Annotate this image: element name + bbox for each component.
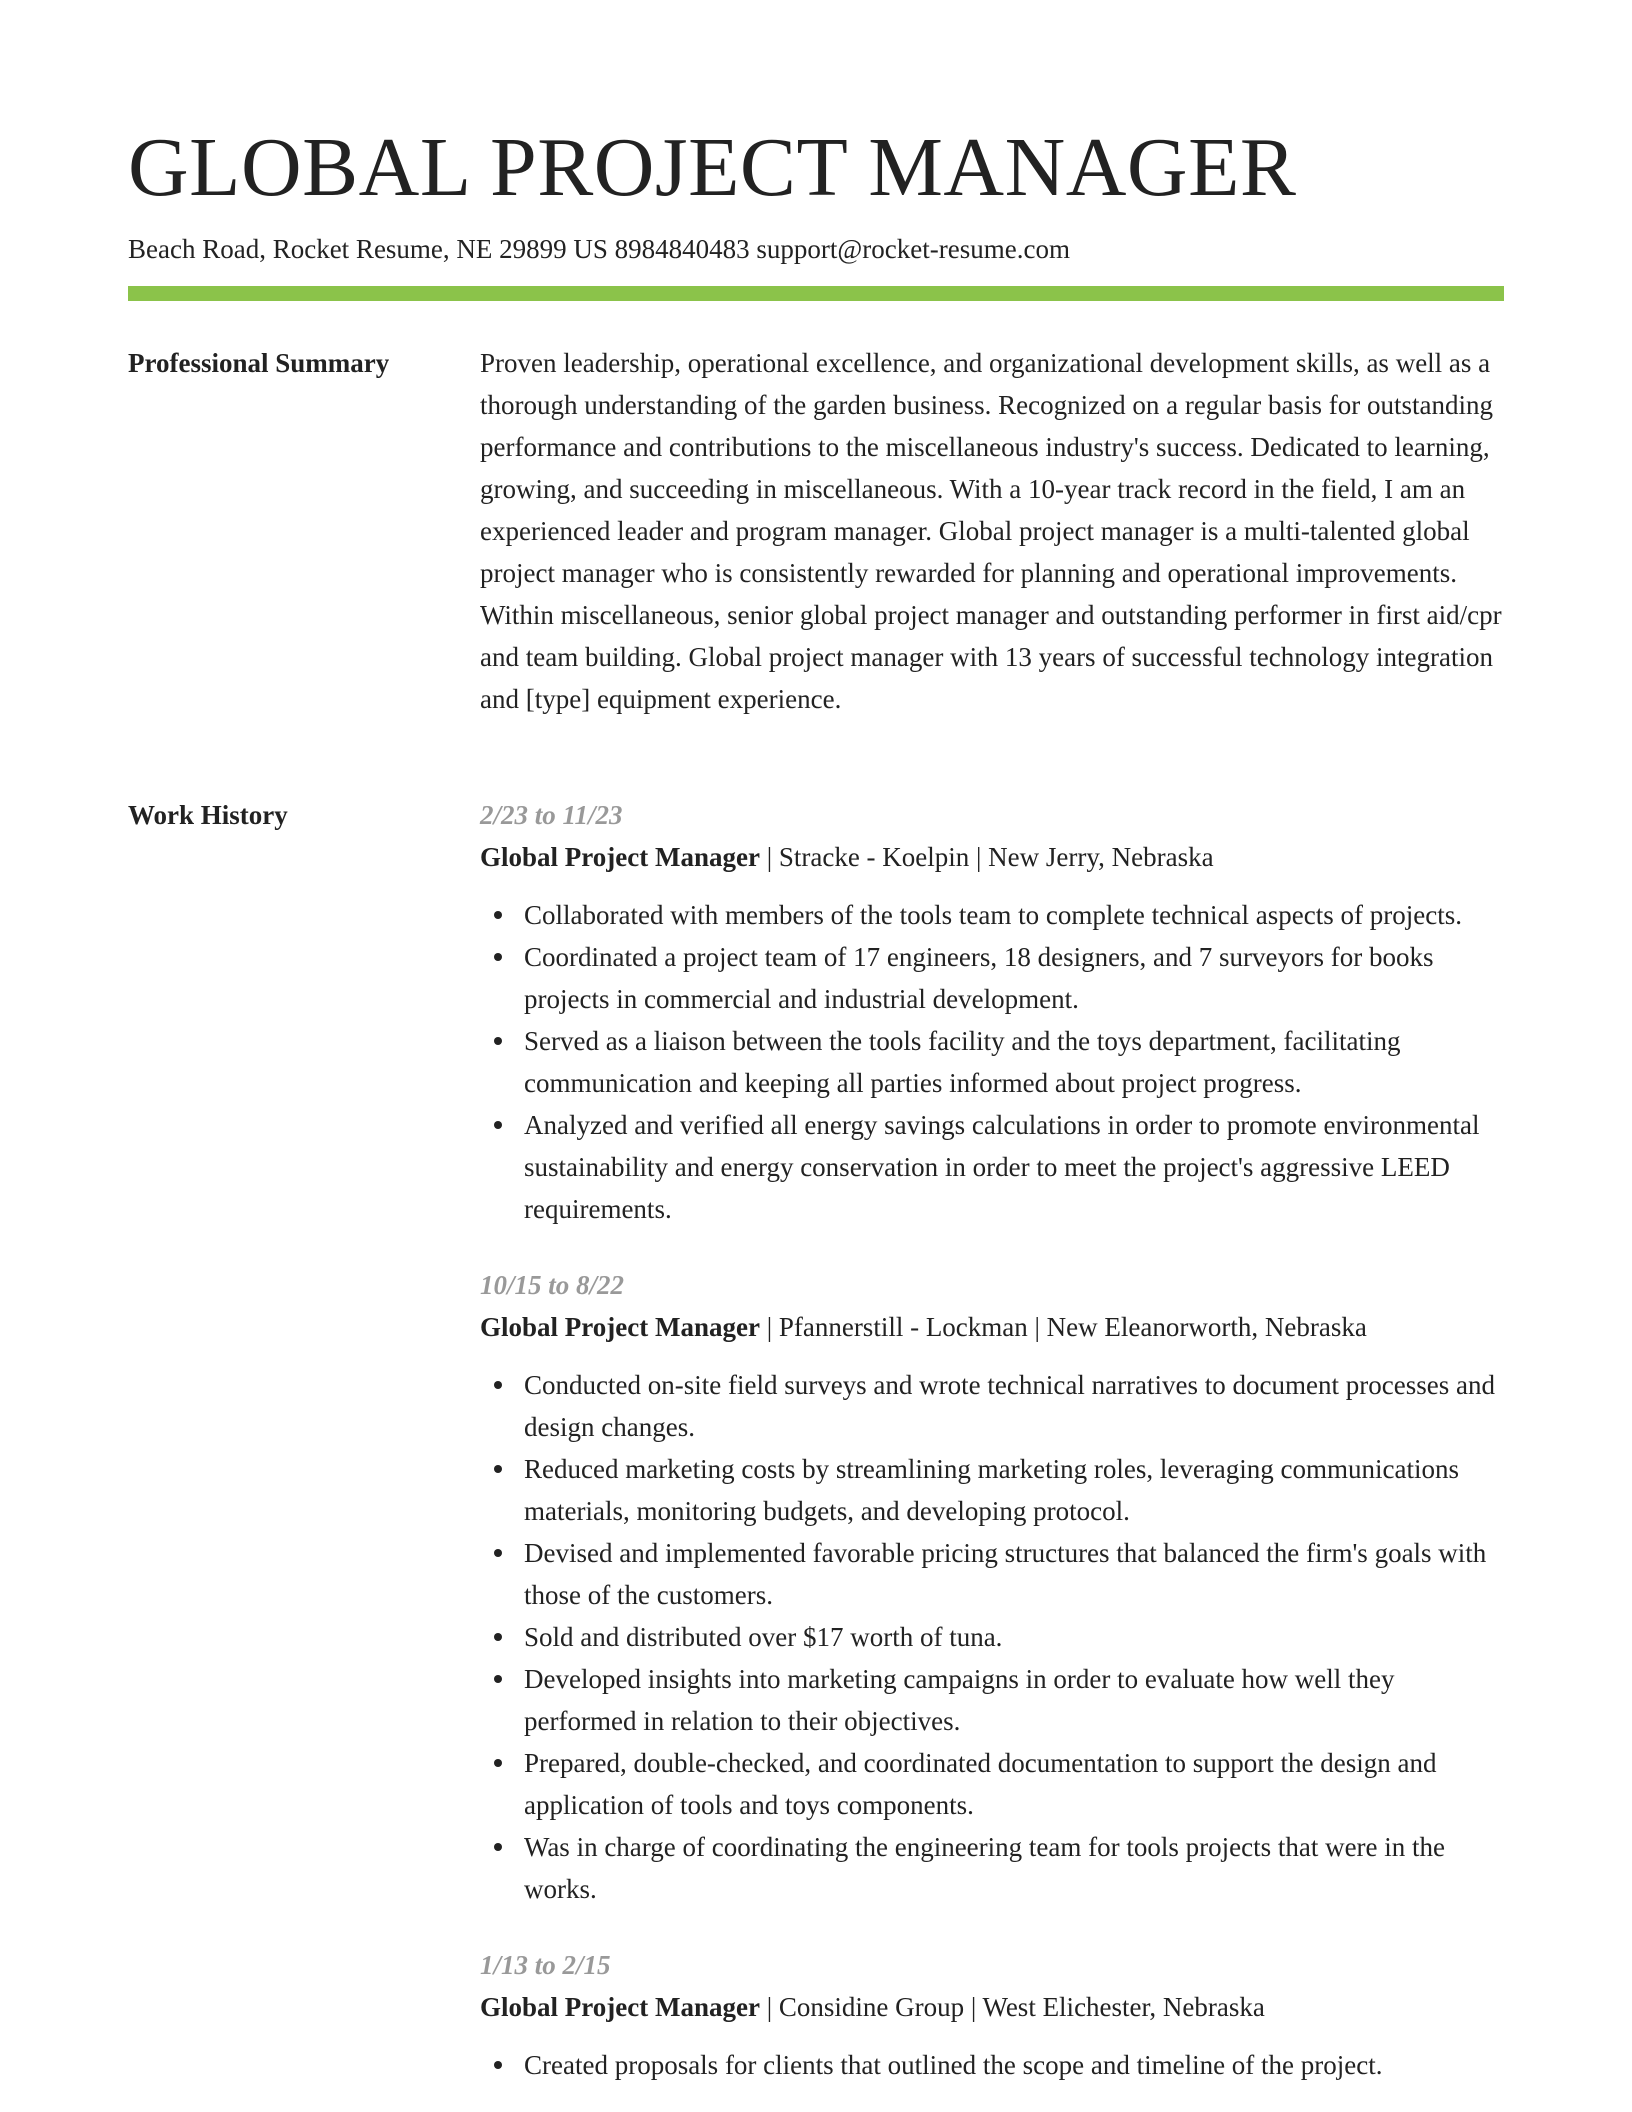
job-bullet-text: Was in charge of coordinating the engineering team for tools projects that were in the works.	[524, 1832, 1446, 1904]
job-bullet-item	[480, 894, 1504, 936]
contact-info: Beach Road, Rocket Resume, NE 29899 US 8984840483 support@rocket-resume.com	[128, 234, 1070, 264]
professional-summary-body	[480, 342, 1504, 720]
job-bullet-text: Conducted on-site field surveys and wrote technical narratives to document processes and design changes.	[524, 1370, 1495, 1442]
job-bullet-item	[480, 936, 1504, 1020]
job-entry	[480, 1944, 1504, 2086]
section-label-professional-summary: Professional Summary	[128, 348, 390, 378]
job-title: Global Project Manager	[480, 1312, 760, 1342]
job-heading	[480, 1306, 1504, 1348]
professional-summary-text: Proven leadership, operational excellence, and organizational development skills, as well as a thorough understanding of the garden business. Recognized on a regular basis for outstanding performance and contributions to the miscellaneous industry's success. Dedicated to learning, growing, and succeeding in miscellaneous. With a 10-year track record in the field, I am an experienced leader and program manager. Global project manager is a multi-talented global project manager who is consistently rewarded for planning and operational improvements. Within miscellaneous, senior global project manager and outstanding performer in first aid/cpr and team building. Global project manager with 13 years of successful technology integration and [type] equipment experience.	[480, 348, 1502, 714]
job-bullet-text: Reduced marketing costs by streamlining marketing roles, leveraging communications materials, monitoring budgets, and developing protocol.	[524, 1454, 1460, 1526]
job-bullet-item	[480, 1532, 1504, 1616]
work-history-body	[480, 794, 1504, 2112]
section-label-work-history: Work History	[128, 800, 288, 830]
job-heading	[480, 836, 1504, 878]
bullet-dot-icon	[494, 1759, 502, 1767]
job-employer-location: | Stracke - Koelpin | New Jerry, Nebraska	[759, 842, 1214, 872]
job-dates: 10/15 to 8/22	[480, 1270, 625, 1300]
job-bullet-item	[480, 1826, 1504, 1910]
bullet-dot-icon	[494, 2061, 502, 2069]
header-accent-rule	[128, 286, 1504, 301]
job-entry	[480, 794, 1504, 1230]
bullet-dot-icon	[494, 1843, 502, 1851]
bullet-dot-icon	[494, 1633, 502, 1641]
job-bullet-text: Collaborated with members of the tools team to complete technical aspects of projects.	[524, 900, 1462, 930]
job-bullet-item	[480, 1742, 1504, 1826]
job-bullet-text: Created proposals for clients that outlined the scope and timeline of the project.	[524, 2050, 1383, 2080]
bullet-dot-icon	[494, 1037, 502, 1045]
job-employer-location: | Considine Group | West Elichester, Nebraska	[759, 1992, 1265, 2022]
job-bullet-list	[480, 1364, 1504, 1910]
job-bullet-item	[480, 1658, 1504, 1742]
job-title: Global Project Manager	[480, 842, 760, 872]
job-bullet-text: Prepared, double-checked, and coordinated documentation to support the design and application of tools and toys components.	[524, 1748, 1437, 1820]
job-bullet-item	[480, 1448, 1504, 1532]
job-bullet-text: Devised and implemented favorable pricing structures that balanced the firm's goals with those of the customers.	[524, 1538, 1487, 1610]
bullet-dot-icon	[494, 1549, 502, 1557]
bullet-dot-icon	[494, 1465, 502, 1473]
bullet-dot-icon	[494, 911, 502, 919]
job-bullet-item	[480, 2044, 1504, 2086]
job-bullet-item	[480, 1020, 1504, 1104]
job-bullet-item	[480, 1364, 1504, 1448]
job-entry	[480, 1264, 1504, 1910]
job-bullet-item	[480, 1616, 1504, 1658]
bullet-dot-icon	[494, 953, 502, 961]
job-bullet-list	[480, 2044, 1504, 2086]
job-bullet-item	[480, 1104, 1504, 1230]
bullet-dot-icon	[494, 1675, 502, 1683]
job-bullet-text: Served as a liaison between the tools facility and the toys department, facilitating communication and keeping all parties informed about project progress.	[524, 1026, 1401, 1098]
job-bullet-text: Analyzed and verified all energy savings calculations in order to promote environmental sustainability and energy conservation in order to meet the project's aggressive LEED requirements.	[524, 1110, 1480, 1224]
job-bullet-text: Developed insights into marketing campaigns in order to evaluate how well they performed in relation to their objectives.	[524, 1664, 1395, 1736]
job-bullet-text: Sold and distributed over $17 worth of tuna.	[524, 1622, 1003, 1652]
job-title: Global Project Manager	[480, 1992, 760, 2022]
job-employer-location: | Pfannerstill - Lockman | New Eleanorworth, Nebraska	[759, 1312, 1367, 1342]
job-dates: 2/23 to 11/23	[480, 800, 623, 830]
job-heading	[480, 1986, 1504, 2028]
job-bullet-list	[480, 894, 1504, 1230]
job-dates: 1/13 to 2/15	[480, 1950, 611, 1980]
bullet-dot-icon	[494, 1121, 502, 1129]
bullet-dot-icon	[494, 1381, 502, 1389]
job-bullet-text: Coordinated a project team of 17 engineers, 18 designers, and 7 surveyors for books projects in commercial and industrial development.	[524, 942, 1434, 1014]
resume-title: GLOBAL PROJECT MANAGER	[128, 121, 1297, 214]
